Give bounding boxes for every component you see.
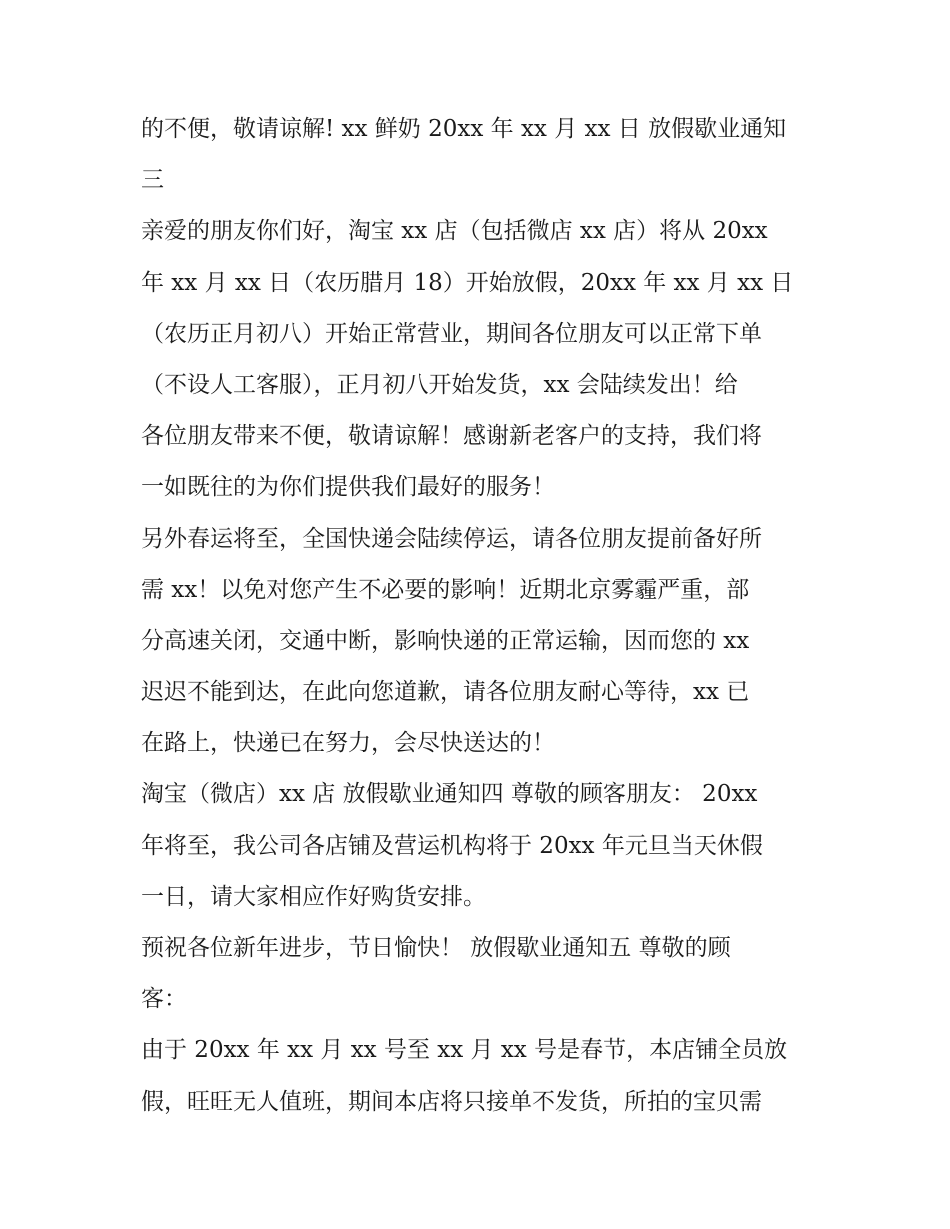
text-line: 预祝各位新年进步，节日愉快！ 放假歇业通知五 尊敬的顾 [141,935,731,961]
text-line: 在路上，快递已在努力，会尽快送达的！ [141,730,555,757]
text-line: 年将至，我公司各店铺及营运机构将于 20xx 年元旦当天休假 [141,832,763,859]
text-line: 淘宝（微店）xx 店 放假歇业通知四 尊敬的顾客朋友： 20xx [141,781,758,808]
document-body [141,104,821,1128]
text-line: 亲爱的朋友你们好，淘宝 xx 店（包括微店 xx 店）将从 20xx [141,218,768,245]
text-line: 另外春运将至，全国快递会陆续停运，请各位朋友提前备好所 [141,525,762,552]
text-line: 分高速关闭，交通中断，影响快递的正常运输，因而您的 xx [141,627,750,654]
text-line: 假，旺旺无人值班，期间本店将只接单不发货，所拍的宝贝需 [141,1088,762,1115]
text-line: 一如既往的为你们提供我们最好的服务！ [141,474,555,501]
text-line: 需 xx！以免对您产生不必要的影响！近期北京雾霾严重，部 [141,576,750,603]
text-line: 迟迟不能到达，在此向您道歉，请各位朋友耐心等待，xx 已 [141,679,750,706]
text-line: 各位朋友带来不便，敬请谅解！感谢新老客户的支持，我们将 [141,423,762,450]
text-line: 一日，请大家相应作好购货安排。 [141,883,486,910]
text-line: （不设人工客服），正月初八开始发货，xx 会陆续发出！给 [141,371,738,398]
text-line: 三 [141,167,164,194]
text-line: （农历正月初八）开始正常营业，期间各位朋友可以正常下单 [141,320,762,347]
text-line: 客： [141,986,187,1013]
text-line: 年 xx 月 xx 日（农历腊月 18）开始放假，20xx 年 xx 月 xx 日 [141,269,794,296]
text-line: 由于 20xx 年 xx 月 xx 号至 xx 月 xx 号是春节，本店铺全员放 [141,1037,788,1064]
text-line: 的不便，敬请谅解! xx 鲜奶 20xx 年 xx 月 xx 日 放假歇业通知 [141,116,787,142]
